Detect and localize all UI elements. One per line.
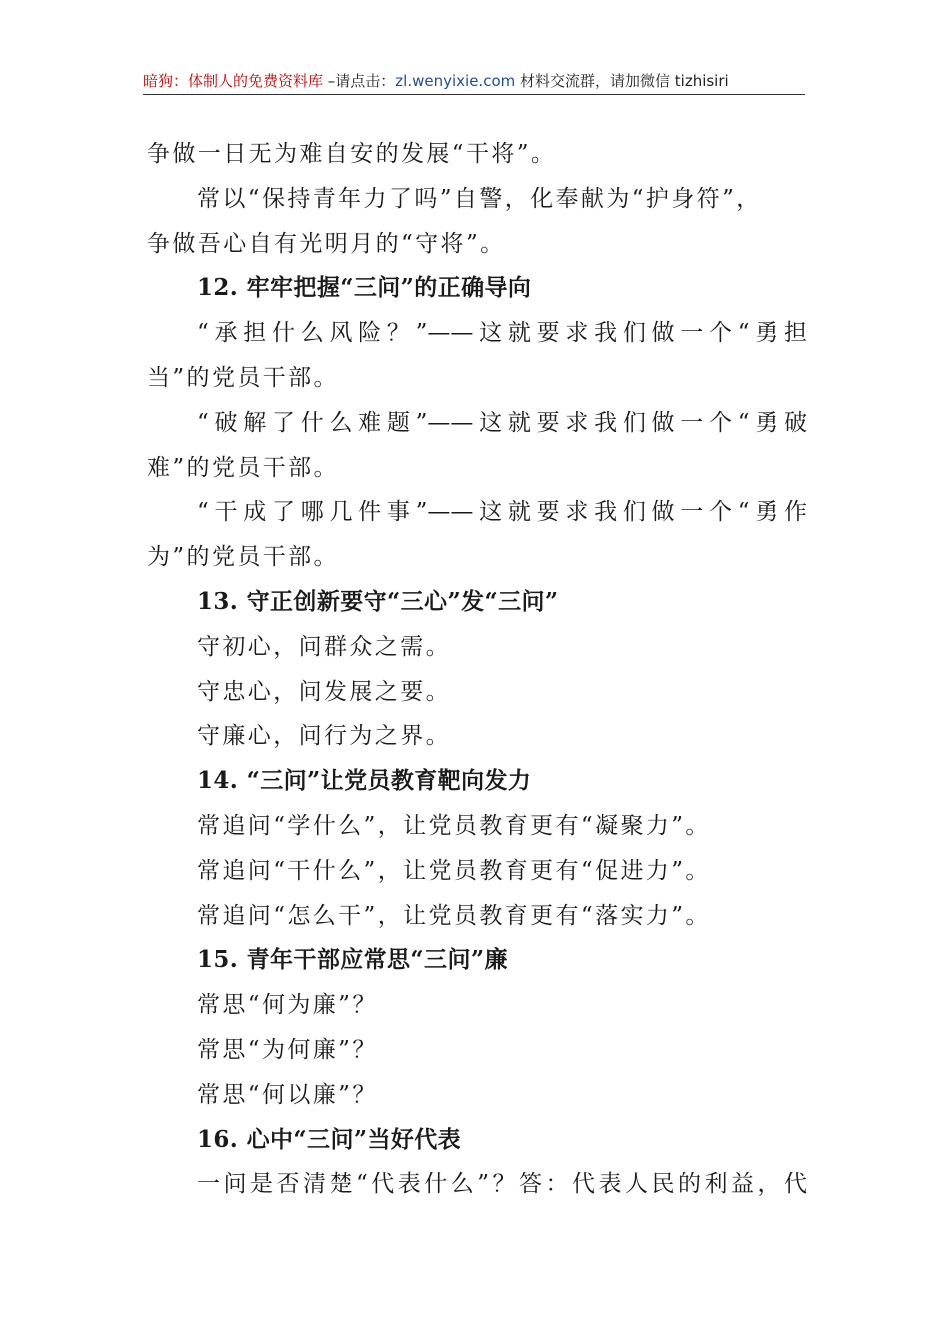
section-heading-13: 13. 守正创新要守“三心”发“三问”: [197, 587, 559, 615]
paragraph-line: 为”的党员干部。: [147, 544, 339, 571]
paragraph-line: 常追问“干什么”，让党员教育更有“促进力”。: [197, 857, 711, 884]
paragraph-line: 常追问“怎么干”，让党员教育更有“落实力”。: [197, 902, 711, 929]
paragraph-line: 常思“何以廉”？: [197, 1081, 378, 1108]
paragraph-line: 难”的党员干部。: [147, 454, 339, 481]
paragraph-line: 守廉心，问行为之界。: [197, 723, 451, 750]
section-heading-15: 15. 青年干部应常思“三问”廉: [197, 946, 508, 974]
paragraph-line: 守初心，问群众之需。: [197, 633, 451, 660]
paragraph-line: “干成了哪几件事”——这就要求我们做一个“勇作: [197, 499, 807, 526]
paragraph-line: “破解了什么难题”——这就要求我们做一个“勇破: [197, 409, 807, 436]
paragraph-line: 守忠心，问发展之要。: [197, 678, 451, 705]
paragraph-line: 一问是否清楚“代表什么”？答：代表人民的利益，代: [197, 1171, 807, 1198]
paragraph-line: “承担什么风险？”——这就要求我们做一个“勇担: [197, 320, 807, 347]
document-body: [147, 132, 807, 1207]
header-url-link[interactable]: zl.wenyixie.com: [395, 72, 516, 90]
paragraph-line: 常思“为何廉”？: [197, 1036, 378, 1063]
paragraph-line: 争做一日无为难自安的发展“干将”。: [147, 141, 557, 167]
header-site-name: 暗狗：体制人的免费资料库: [143, 72, 324, 90]
paragraph-line: 常追问“学什么”，让党员教育更有“凝聚力”。: [197, 812, 711, 839]
paragraph-line: 常思“何为廉”？: [197, 992, 378, 1019]
page-header: [143, 70, 805, 92]
paragraph-line: 常以“保持青年力了吗”自警，化奉献为“护身符”，: [197, 185, 762, 212]
section-heading-12: 12. 牢牢把握“三问”的正确导向: [197, 274, 532, 302]
paragraph-line: 争做吾心自有光明月的“守将”。: [147, 230, 506, 257]
section-heading-14: 14. “三问”让党员教育靶向发力: [197, 767, 532, 795]
header-group-text: 材料交流群，请加微信 tizhisiri: [515, 72, 729, 90]
section-heading-16: 16. 心中“三问”当好代表: [197, 1125, 462, 1153]
header-divider: [143, 94, 805, 95]
header-click-prompt: –请点击：: [323, 72, 396, 90]
paragraph-line: 当”的党员干部。: [147, 364, 339, 391]
